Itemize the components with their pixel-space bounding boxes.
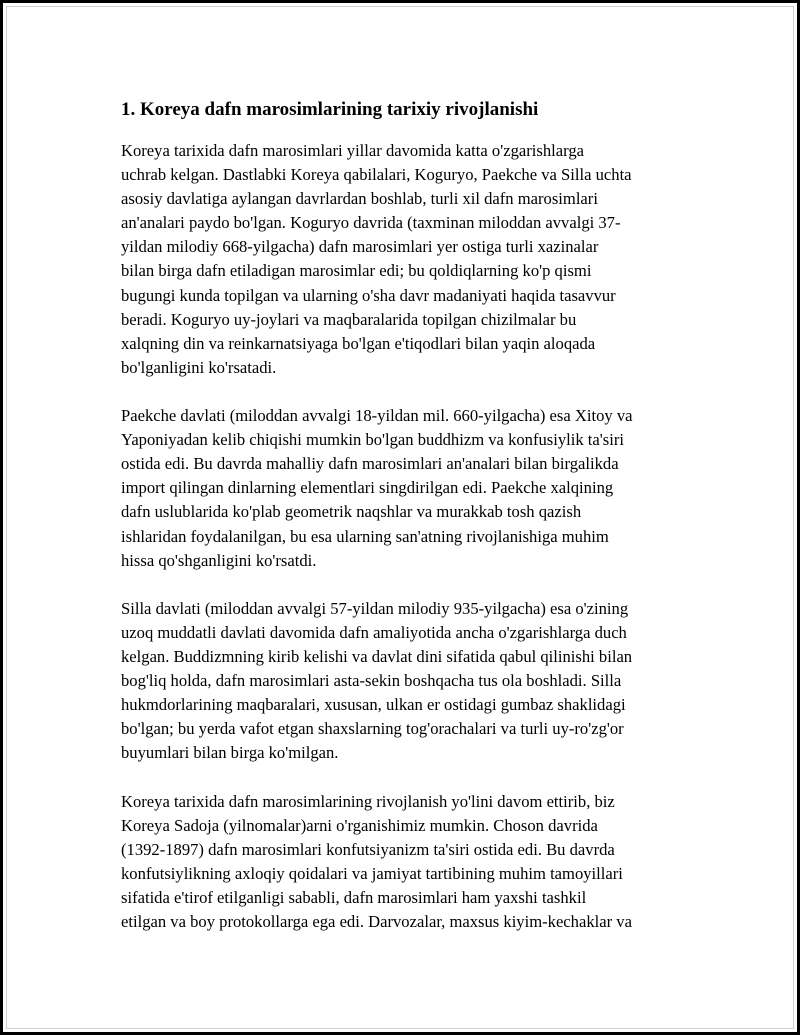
paragraph	[121, 404, 693, 573]
text-line: yildan milodiy 668-yilgacha) dafn marosimlari yer ostiga turli xazinalar	[121, 237, 599, 257]
text-line: an'analari paydo bo'lgan. Koguryo davrida (taxminan miloddan avvalgi 37-	[121, 213, 621, 233]
text-line: xalqning din va reinkarnatsiyaga bo'lgan e'tiqodlari bilan yaqin aloqada	[121, 333, 596, 353]
text-line: konfutsiylikning axloqiy qoidalari va jamiyat tartibining muhim tamoyillari	[121, 863, 623, 883]
text-line: hissa qo'shganligini ko'rsatdi.	[121, 550, 317, 570]
text-line: Paekche davlati (miloddan avvalgi 18-yildan mil. 660-yilgacha) esa Xitoy va	[121, 406, 633, 426]
text-line: Yaponiyadan kelib chiqishi mumkin bo'lgan buddhizm va konfusiylik ta'siri	[121, 430, 624, 450]
text-line: bo'lganligini ko'rsatadi.	[121, 357, 277, 377]
text-line: Koreya tarixida dafn marosimlari yillar davomida katta o'zgarishlarga	[121, 141, 584, 160]
paragraph-list	[121, 139, 693, 934]
text-line: uzoq muddatli davlati davomida dafn amaliyotida ancha o'zgarishlarga duch	[121, 622, 627, 642]
text-line: etilgan va boy protokollarga ega edi. Darvozalar, maxsus kiyim-kechaklar va	[121, 912, 632, 931]
paragraph	[121, 790, 693, 935]
text-line: Koreya tarixida dafn marosimlarining rivojlanish yo'lini davom ettirib, biz	[121, 791, 615, 811]
text-line: Silla davlati (miloddan avvalgi 57-yildan milodiy 935-yilgacha) esa o'zining	[121, 598, 629, 618]
text-line: beradi. Koguryo uy-joylari va maqbaralarida topilgan chizilmalar bu	[121, 309, 577, 329]
text-line: kelgan. Buddizmning kirib kelishi va davlat dini sifatida qabul qilinishi bilan	[121, 646, 633, 666]
text-line: bugungi kunda topilgan va ularning o'sha davr madaniyati haqida tasavvur	[121, 285, 616, 305]
paragraph	[121, 139, 693, 380]
section-heading: 1. Koreya dafn marosimlarining tarixiy rivojlanishi	[121, 99, 539, 120]
text-line: ostida edi. Bu davrda mahalliy dafn marosimlari an'analari bilan birgalikda	[121, 454, 619, 474]
text-line: uchrab kelgan. Dastlabki Koreya qabilalari, Koguryo, Paekche va Silla uchta	[121, 165, 632, 185]
text-line: dafn uslublarida ko'plab geometrik naqshlar va murakkab tosh qazish	[121, 502, 582, 522]
text-line: sifatida e'tirof etilganligi sababli, dafn marosimlari ham yaxshi tashkil	[121, 887, 587, 907]
text-line: bo'lgan; bu yerda vafot etgan shaxslarning tog'orachalari va turli uy-ro'zg'or	[121, 719, 624, 739]
text-line: Koreya Sadoja (yilnomalar)arni o'rganishimiz mumkin. Choson davrida	[121, 815, 598, 835]
paragraph	[121, 597, 693, 766]
text-line: buyumlari bilan birga ko'milgan.	[121, 743, 339, 763]
text-line: hukmdorlarining maqbaralari, xususan, ulkan er ostidagi gumbaz shaklidagi	[121, 695, 626, 715]
text-line: asosiy davlatiga aylangan davrlardan boshlab, turli xil dafn marosimlari	[121, 189, 598, 209]
text-line: (1392-1897) dafn marosimlari konfutsiyanizm ta'siri ostida edi. Bu davrda	[121, 839, 615, 859]
document-body	[121, 97, 693, 934]
text-line: bog'liq holda, dafn marosimlari asta-sekin boshqacha tus ola boshladi. Silla	[121, 671, 622, 691]
text-line: ishlaridan foydalanilgan, bu esa ularning san'atning rivojlanishiga muhim	[121, 526, 609, 546]
text-line: bilan birga dafn etiladigan marosimlar edi; bu qoldiqlarning ko'p qismi	[121, 261, 592, 281]
text-line: import qilingan dinlarning elementlari singdirilgan edi. Paekche xalqining	[121, 478, 614, 498]
